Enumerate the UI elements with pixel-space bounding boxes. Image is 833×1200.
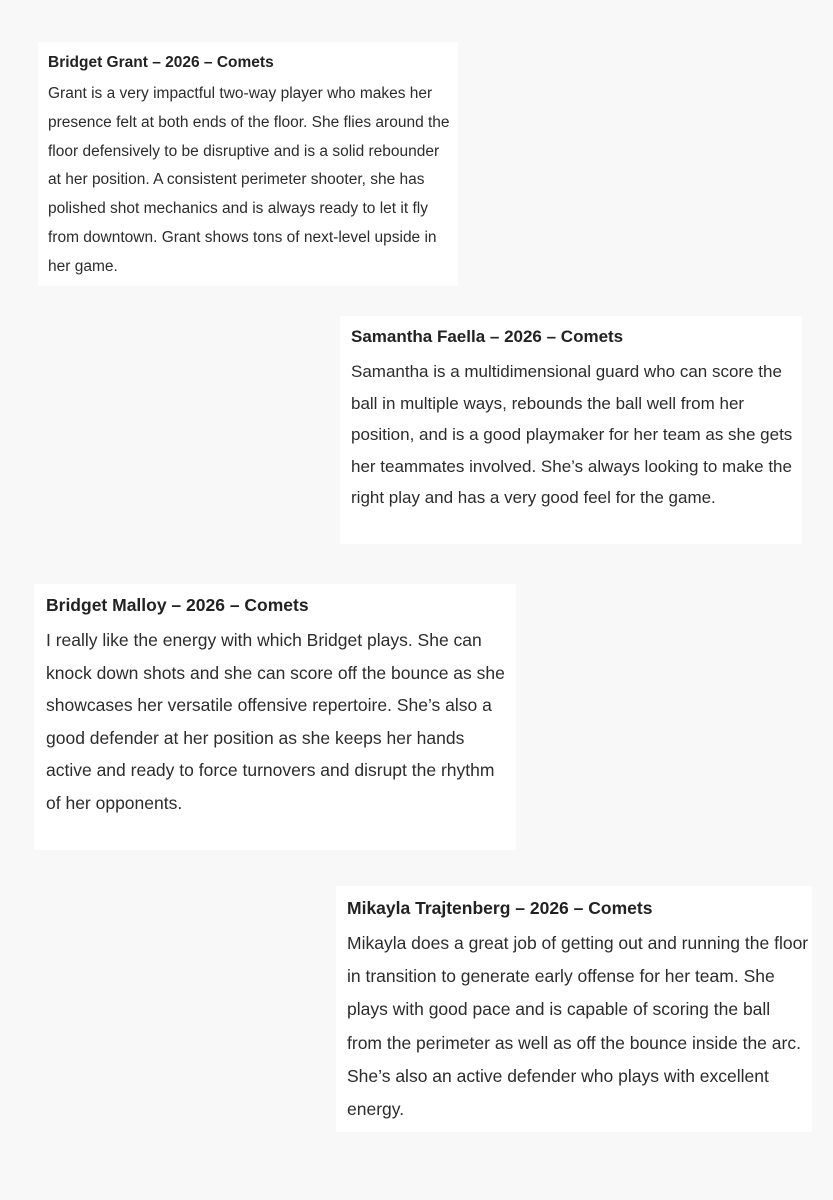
player-scouting-report: I really like the energy with which Bridget plays. She can knock down shots and she can score off the bounce as she showcases her versatile offensive repertoire. She’s also a good defender at her position as she keeps her hands active and ready to force turnovers and disrupt the rhythm of her opponents. <box>46 630 505 813</box>
player-scouting-report: Grant is a very impactful two-way player who makes her presence felt at both ends of the floor. She flies around the floor defensively to be disruptive and is a solid rebounder at her position. A consistent perimeter shooter, she has polished shot mechanics and is always ready to let it fly from downtown. Grant shows tons of next-level upside in her game. <box>48 85 450 275</box>
player-profile-card <box>34 584 516 850</box>
player-profile-card <box>336 886 812 1132</box>
player-name-heading: Bridget Grant – 2026 – Comets <box>48 54 274 71</box>
player-name-heading: Samantha Faella – 2026 – Comets <box>351 327 624 346</box>
player-name-heading: Mikayla Trajtenberg – 2026 – Comets <box>347 898 653 918</box>
player-name-heading: Bridget Malloy – 2026 – Comets <box>46 595 309 615</box>
player-scouting-report: Mikayla does a great job of getting out and running the floor in transition to generate early offense for her team. She plays with good pace and is capable of scoring the ball from the perimeter as well as off the bounce inside the arc. She’s also an active defender who plays with excellent energy. <box>347 933 809 1120</box>
player-profile-card <box>340 316 802 544</box>
player-scouting-report: Samantha is a multidimensional guard who can score the ball in multiple ways, rebounds the ball well from her position, and is a good playmaker for her team as she gets her teammates involved. She’s always looking to make the right play and has a very good feel for the game. <box>351 362 793 508</box>
player-profile-card <box>38 42 458 286</box>
